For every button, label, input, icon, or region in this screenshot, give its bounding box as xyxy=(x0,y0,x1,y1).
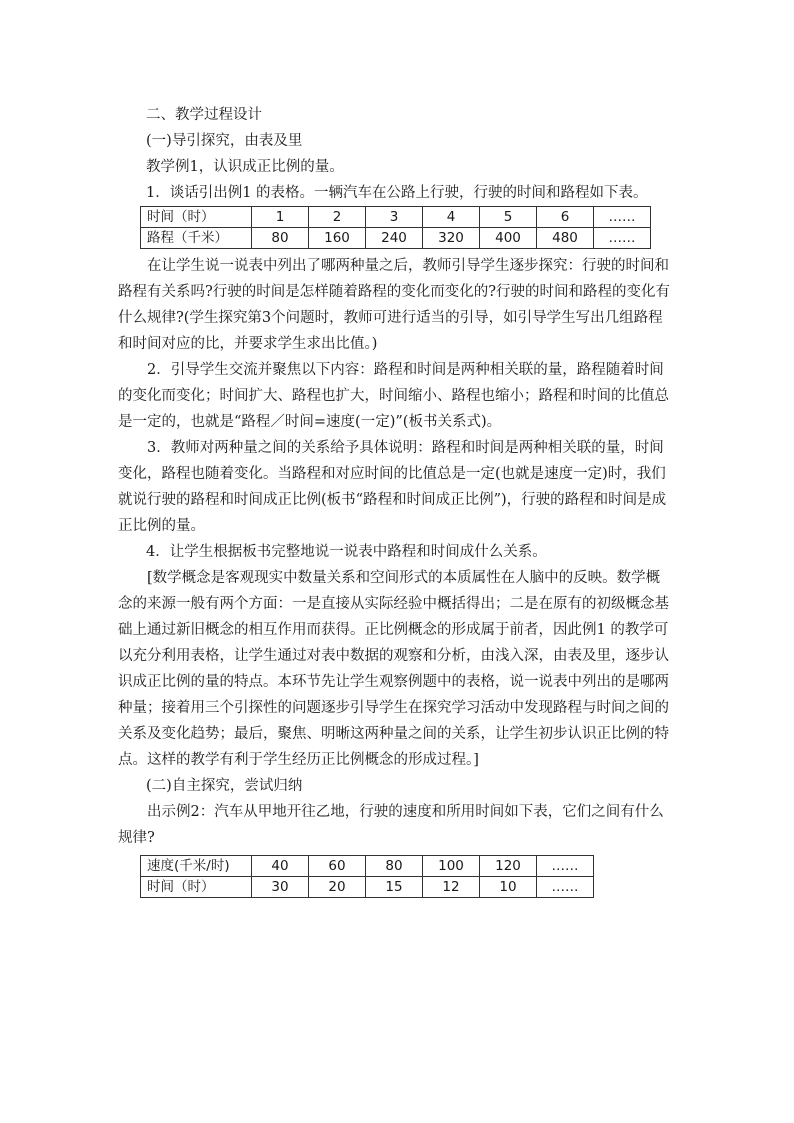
table-cell: …… xyxy=(537,877,594,898)
table-cell: 120 xyxy=(480,856,537,877)
text-line: 2．引导学生交流并聚焦以下内容：路程和时间是两种相关联的量，路程随着时间 xyxy=(147,362,664,378)
text-line: 出示例2：汽车从甲地开往乙地，行驶的速度和所用时间如下表，它们之间有什么 xyxy=(147,804,664,820)
table-cell: 480 xyxy=(537,228,594,249)
text-line: 就说行驶的路程和时间成正比例(板书“路程和时间成正比例”)，行驶的路程和时间是成 xyxy=(118,492,667,508)
document-body xyxy=(118,102,684,902)
text-line: 点。这样的教学有利于学生经历正比例概念的形成过程。] xyxy=(118,752,479,768)
example-2 xyxy=(118,799,684,851)
text-line: 路程有关系吗?行驶的时间是怎样随着路程的变化而变化的?行驶的时间和路程的变化有 xyxy=(118,284,671,300)
table-row xyxy=(141,207,651,228)
table-cell: 20 xyxy=(309,877,366,898)
table-cell: 100 xyxy=(423,856,480,877)
text-line: 和时间对应的比，并要求学生求出比值。) xyxy=(118,336,378,352)
text-line: 什么规律?(学生探究第3个问题时，教师可进行适当的引导，如引导学生写出几组路程 xyxy=(118,310,663,326)
table-row-label: 路程（千米） xyxy=(141,228,252,249)
text-line: 关系及变化趋势；最后，聚焦、明晰这两种量之间的关系，让学生初步认识正比例的特 xyxy=(118,726,669,742)
table-cell: 3 xyxy=(366,207,423,228)
table-cell: 30 xyxy=(252,877,309,898)
text-line: 规律? xyxy=(118,830,155,846)
speed-time-table xyxy=(140,855,594,898)
table-row-label: 时间（时） xyxy=(141,207,252,228)
paragraph-1 xyxy=(118,253,684,357)
table-row xyxy=(141,877,594,898)
table-cell: …… xyxy=(594,207,651,228)
text-line: [数学概念是客观现实中数量关系和空间形式的本质属性在人脑中的反映。数学概 xyxy=(147,570,661,586)
text-line: 3．教师对两种量之间的关系给予具体说明：路程和时间是两种相关联的量，时间 xyxy=(147,440,664,456)
text-line: 的变化而变化；时间扩大、路程也扩大，时间缩小、路程也缩小；路程和时间的比值总 xyxy=(118,388,669,404)
text-line: 以充分利用表格，让学生通过对表中数据的观察和分析，由浅入深，由表及里，逐步认 xyxy=(118,648,669,664)
text-line: 正比例的量。 xyxy=(118,518,205,534)
time-distance-table xyxy=(140,206,651,249)
teaching-note xyxy=(118,565,684,773)
subsection-2-title: (二)自主探究，尝试归纳 xyxy=(146,778,303,794)
table-cell: 6 xyxy=(537,207,594,228)
table-row xyxy=(141,856,594,877)
table-cell: 80 xyxy=(252,228,309,249)
table-cell: 15 xyxy=(366,877,423,898)
table-cell: 160 xyxy=(309,228,366,249)
table-cell: 320 xyxy=(423,228,480,249)
text-line: 础上通过新旧概念的相互作用而获得。正比例概念的形成属于前者，因此例1 的教学可 xyxy=(118,622,669,638)
text-line: 是一定的，也就是“路程／时间=速度(一定)”(板书关系式)。 xyxy=(118,414,502,430)
table-cell: …… xyxy=(537,856,594,877)
table-cell: 60 xyxy=(309,856,366,877)
table-cell: 240 xyxy=(366,228,423,249)
text-line: 种量；接着用三个引探性的问题逐步引导学生在探究学习活动中发现路程与时间之间的 xyxy=(118,700,669,716)
table-cell: 2 xyxy=(309,207,366,228)
table-cell: 12 xyxy=(423,877,480,898)
table-row-label: 速度(千米/时) xyxy=(141,856,252,877)
item-4: 4．让学生根据板书完整地说一说表中路程和时间成什么关系。 xyxy=(146,544,547,560)
table-cell: …… xyxy=(594,228,651,249)
section-title: 二、教学过程设计 xyxy=(146,107,262,123)
table-cell: 4 xyxy=(423,207,480,228)
item-1: 1．谈话引出例1 的表格。一辆汽车在公路上行驶，行驶的时间和路程如下表。 xyxy=(146,185,648,201)
table-cell: 10 xyxy=(480,877,537,898)
text-line: 念的来源一般有两个方面：一是直接从实际经验中概括得出；二是在原有的初级概念基 xyxy=(118,596,669,612)
item-3 xyxy=(118,435,684,539)
text-line: 变化，路程也随着变化。当路程和对应时间的比值总是一定(也就是速度一定)时，我们 xyxy=(118,466,666,482)
item-2 xyxy=(118,357,684,435)
table-cell: 5 xyxy=(480,207,537,228)
text-line: 在让学生说一说表中列出了哪两种量之后，教师引导学生逐步探究：行驶的时间和 xyxy=(147,258,669,274)
table-cell: 400 xyxy=(480,228,537,249)
table-row xyxy=(141,228,651,249)
table-row-label: 时间（时） xyxy=(141,877,252,898)
table-cell: 40 xyxy=(252,856,309,877)
example-1-title: 教学例1，认识成正比例的量。 xyxy=(146,159,344,175)
table-cell: 1 xyxy=(252,207,309,228)
subsection-1-title: (一)导引探究，由表及里 xyxy=(146,133,303,149)
text-line: 识成正比例的量的特点。本环节先让学生观察例题中的表格，说一说表中列出的是哪两 xyxy=(118,674,669,690)
table-cell: 80 xyxy=(366,856,423,877)
